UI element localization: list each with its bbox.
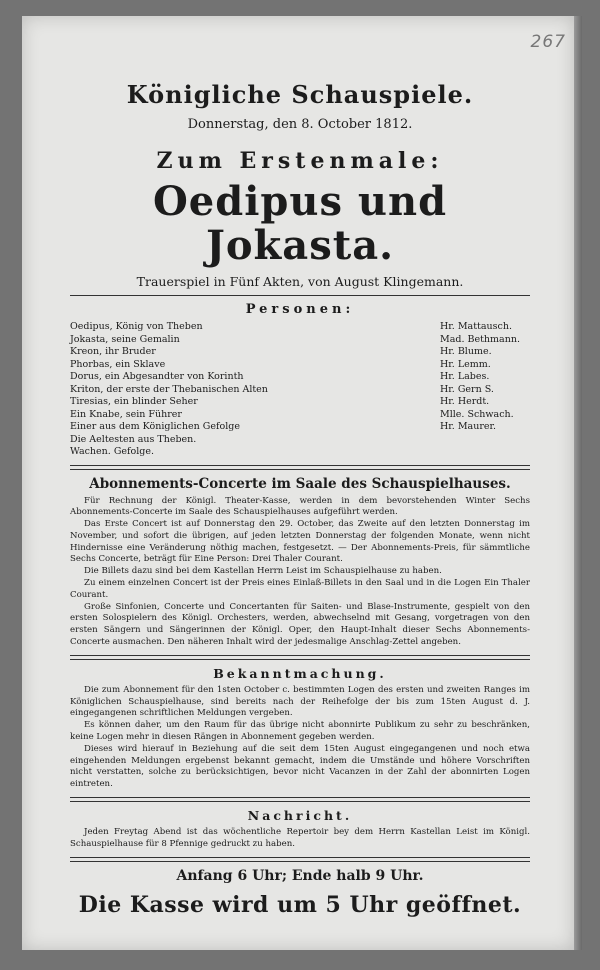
announcement-heading: Bekanntmachung. xyxy=(213,665,387,681)
paragraph: Dieses wird hierauf in Beziehung auf die seit dem 15ten August eingegangenen und noch etwa eingehenden Meldungen ergebenst bekannt gemacht, indem die Umstände und höhere Vorschriften nicht verstatten, solche zu berücksichtigen, bevor nicht Vacanzen in der Zahl der abonnirten Logen eintreten. xyxy=(70,743,530,790)
cast-row xyxy=(70,396,530,409)
play-title: Oedipus und Jokasta. xyxy=(152,178,448,269)
play-subtitle: Trauerspiel in Fünf Akten, von August Klingemann. xyxy=(136,274,464,289)
paragraph: Das Erste Concert ist auf Donnerstag den 29. October, das Zweite auf den letzten Donnerstag im November, und sofort die übrigen, auf jeden letzten Donnerstag der folgenden Monate, wenn nicht Hindernisse eine Veränderung nöthig machen, festgesetzt. — Der Abonnements-Preis, für sämmtliche Sechs Concerte, beträgt für Eine Person: Drei Thaler Courant. xyxy=(70,519,530,565)
role-name: Tiresias, ein blinder Seher xyxy=(70,396,198,407)
start-end-time: Anfang 6 Uhr; Ende halb 9 Uhr. xyxy=(176,867,424,884)
actor-name xyxy=(440,434,530,447)
paragraph: Zu einem einzelnen Concert ist der Preis eines Einlaß-Billets in den Saal und in die Logen Ein Thaler Courant. xyxy=(70,578,530,600)
notice-heading: Nachricht. xyxy=(247,808,353,824)
premiere-label: Zum Erstenmale: xyxy=(156,148,444,174)
cast-list xyxy=(70,321,530,459)
paragraph: Es können daher, um den Raum für das übrige nicht abonnirte Publikum zu sehr zu beschränken, keine Logen mehr in diesen Rängen in Abonnement gegeben werden. xyxy=(70,720,530,743)
role-name: Kriton, der erste der Thebanischen Alten xyxy=(70,383,268,395)
role-name: Jokasta, seine Gemalin xyxy=(70,333,180,345)
actor-name: Hr. Maurer. xyxy=(440,421,497,432)
actor-name: Hr. Blume. xyxy=(440,346,492,357)
cast-row xyxy=(70,371,530,384)
cast-row xyxy=(70,346,530,359)
role-name: Dorus, ein Abgesandter von Korinth xyxy=(70,371,244,382)
notice-text: Jeden Freytag Abend ist das wöchentliche Repertoir bey dem Herrn Kastellan Leist im Königl. Schauspielhause für 8 Pfennige gedruckt zu haben. xyxy=(70,827,530,849)
actor-name: Hr. Herdt. xyxy=(440,396,490,407)
role-name: Wachen. Gefolge. xyxy=(70,446,155,457)
persons-heading: Personen: xyxy=(245,302,355,317)
cast-row xyxy=(70,409,530,422)
actor-name xyxy=(440,446,530,459)
role-name: Einer aus dem Königlichen Gefolge xyxy=(70,421,240,432)
actor-name: Mad. Bethmann. xyxy=(440,333,520,345)
role-name: Phorbas, ein Sklave xyxy=(70,358,166,370)
actor-name: Hr. Gern S. xyxy=(440,383,494,395)
cast-row xyxy=(70,334,530,347)
paragraph: Für Rechnung der Königl. Theater-Kasse, werden in dem bevorstehenden Winter Sechs Abonnements-Concerte im Saale des Schauspielhauses aufgeführt werden. xyxy=(70,495,530,518)
cast-row xyxy=(70,421,530,434)
cast-row xyxy=(70,384,530,397)
box-office-opening: Die Kasse wird um 5 Uhr geöffnet. xyxy=(78,891,522,918)
paragraph: Große Sinfonien, Concerte und Concertanten für Saiten- und Blase-Instrumente, gespielt von den ersten Solospielern des Königl. Orchesters, werden, abwechselnd mit Gesang, vorgetragen von den ersten Sängern und Sängerinnen der Königl. Oper, den Haupt-Inhalt dieser Sechs Abonnements-Concerte ausmachen. Den näheren Inhalt wird der jedesmalige Anschlag-Zettel angeben. xyxy=(70,601,530,648)
role-name: Kreon, ihr Bruder xyxy=(70,346,156,357)
archive-annotation: 267 xyxy=(530,32,566,52)
divider xyxy=(70,465,530,470)
actor-name: Mlle. Schwach. xyxy=(440,408,514,420)
divider xyxy=(70,655,530,660)
playbill-content xyxy=(70,80,530,918)
theater-title: Königliche Schauspiele. xyxy=(126,80,474,109)
concert-heading: Abonnements-Concerte im Saale des Schauspielhauses. xyxy=(89,475,511,492)
divider xyxy=(70,295,530,296)
announcement-text xyxy=(70,685,530,791)
actor-name: Hr. Lemm. xyxy=(440,358,491,370)
role-name: Die Aeltesten aus Theben. xyxy=(70,433,197,445)
cast-row xyxy=(70,446,530,459)
sheet-shadow-edge xyxy=(574,16,582,950)
paragraph: Die zum Abonnement für den 1sten October c. bestimmten Logen des ersten und zweiten Ranges im Königlichen Schauspielhause, sind bereits nach der Reihefolge der bis zum 15ten August d. J. eingegangenen schriftlichen Meldungen vergeben. xyxy=(70,684,530,719)
cast-row xyxy=(70,321,530,334)
actor-name: Hr. Labes. xyxy=(440,371,490,382)
performance-date: Donnerstag, den 8. October 1812. xyxy=(187,117,413,132)
concert-text xyxy=(70,496,530,649)
divider xyxy=(70,857,530,862)
divider xyxy=(70,797,530,802)
cast-row xyxy=(70,359,530,372)
role-name: Oedipus, König von Theben xyxy=(70,321,203,332)
cast-row xyxy=(70,434,530,447)
actor-name: Hr. Mattausch. xyxy=(440,321,512,332)
role-name: Ein Knabe, sein Führer xyxy=(70,408,182,420)
paragraph: Die Billets dazu sind bei dem Kastellan Herrn Leist im Schauspielhause zu haben. xyxy=(84,566,442,577)
